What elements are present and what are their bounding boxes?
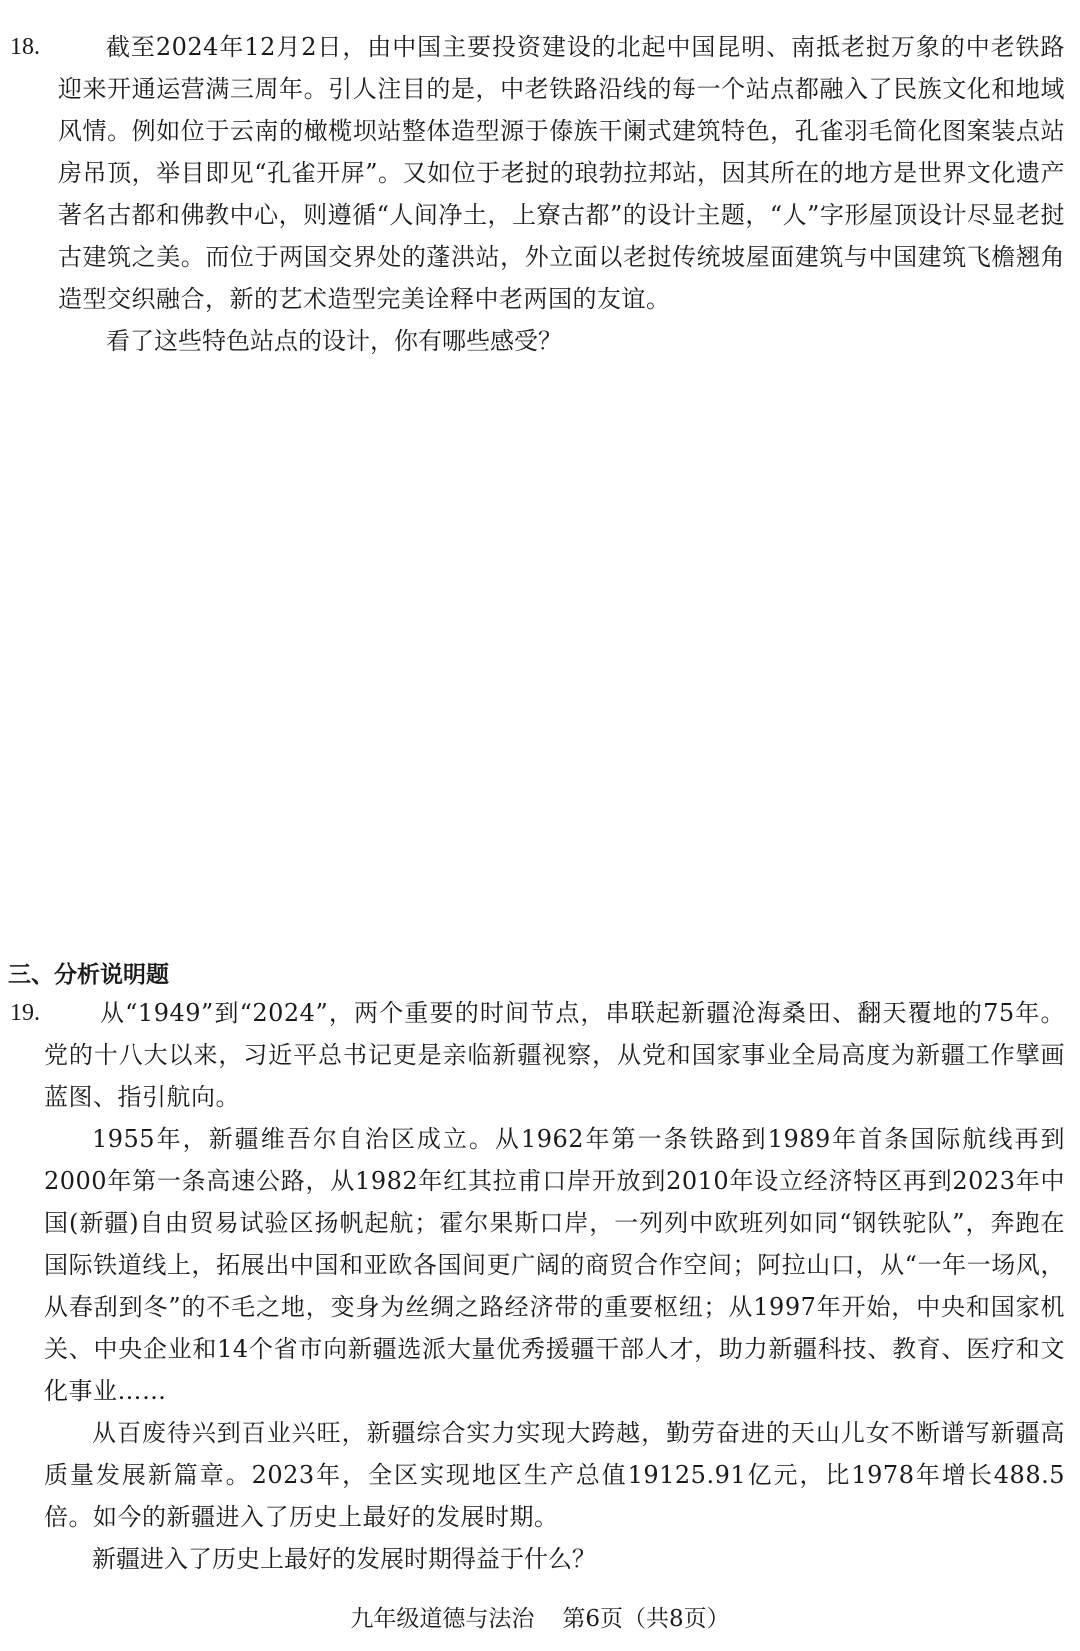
- page-footer: [0, 1602, 1080, 1636]
- footer-page-number: 第6页（共8页）: [562, 1606, 730, 1632]
- question-prompt: 新疆进入了历史上最好的发展时期得益于什么？: [92, 1545, 596, 1573]
- question-prompt: 看了这些特色站点的设计，你有哪些感受？: [106, 327, 562, 355]
- question-number: 18.: [10, 34, 40, 60]
- answer-space[interactable]: [10, 400, 1065, 940]
- section-title: 三、分析说明题: [8, 962, 169, 988]
- question-paragraph: 从百废待兴到百业兴旺，新疆综合实力实现大跨越，勤劳奋进的天山儿女不断谱写新疆高质量发展新篇章。2023年，全区实现地区生产总值19125.91亿元，比1978年增长488.5倍。如今的新疆进入了历史上最好的发展时期。: [44, 1419, 1065, 1531]
- question-18: [10, 26, 1065, 362]
- question-19: [10, 992, 1065, 1580]
- question-paragraph: 1955年，新疆维吾尔自治区成立。从1962年第一条铁路到1989年首条国际航线再到2000年第一条高速公路，从1982年红其拉甫口岸开放到2010年设立经济特区再到2023年中国(新疆)自由贸易试验区扬帆起航；霍尔果斯口岸，一列列中欧班列如同“钢铁驼队”，奔跑在国际铁道线上，拓展出中国和亚欧各国间更广阔的商贸合作空间；阿拉山口，从“一年一场风，从春刮到冬”的不毛之地，变身为丝绸之路经济带的重要枢纽；从1997年开始，中央和国家机关、中央企业和14个省市向新疆选派大量优秀援疆干部人才，助力新疆科技、教育、医疗和文化事业……: [44, 1125, 1065, 1405]
- footer-subject: 九年级道德与法治: [350, 1606, 535, 1632]
- question-paragraph: 截至2024年12月2日，由中国主要投资建设的北起中国昆明、南抵老挝万象的中老铁路迎来开通运营满三周年。引人注目的是，中老铁路沿线的每一个站点都融入了民族文化和地域风情。例如位于云南的橄榄坝站整体造型源于傣族干阑式建筑特色，孔雀羽毛简化图案装点站房吊顶，举目即见“孔雀开屏”。又如位于老挝的琅勃拉邦站，因其所在的地方是世界文化遗产著名古都和佛教中心，则遵循“人间净土，上寮古都”的设计主题，“人”字形屋顶设计尽显老挝古建筑之美。而位于两国交界处的蓬洪站，外立面以老挝传统坡屋面建筑与中国建筑飞檐翘角造型交织融合，新的艺术造型完美诠释中老两国的友谊。: [58, 33, 1065, 313]
- question-number: 19.: [10, 1000, 40, 1026]
- question-paragraph: 从“1949”到“2024”，两个重要的时间节点，串联起新疆沧海桑田、翻天覆地的75年。党的十八大以来，习近平总书记更是亲临新疆视察，从党和国家事业全局高度为新疆工作擘画蓝图、指引航向。: [44, 999, 1065, 1111]
